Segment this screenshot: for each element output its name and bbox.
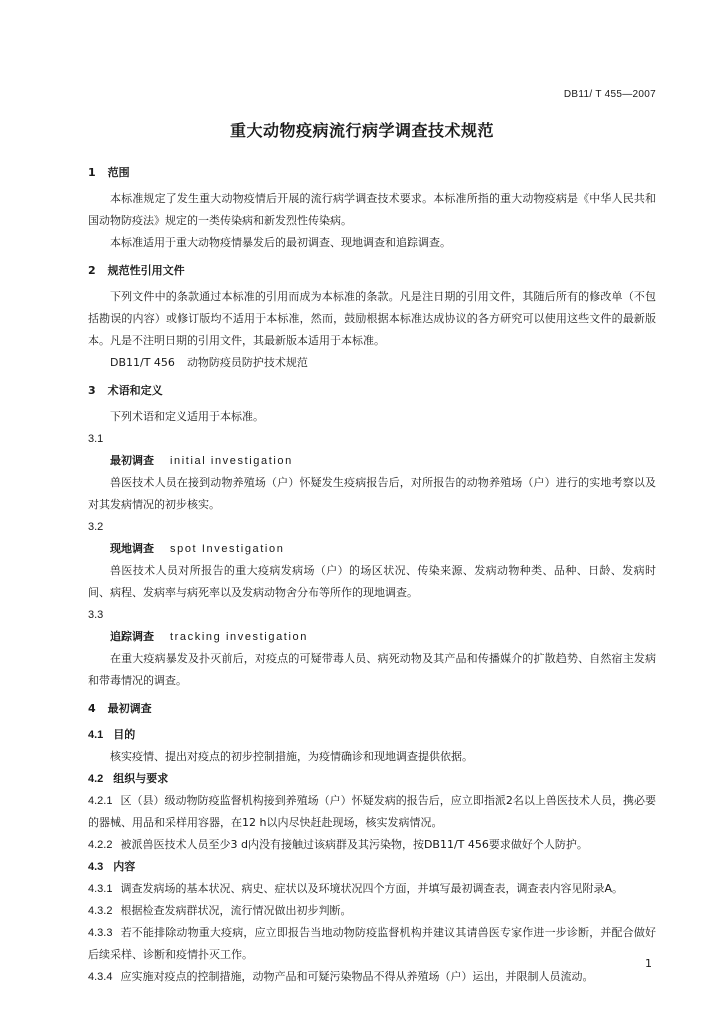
subsection-4-2-heading: [88, 768, 656, 790]
clause-text: 应实施对疫点的控制措施，动物产品和可疑污染物品不得从养殖场（户）运出，并限制人员流动。: [120, 970, 594, 983]
clause-number: 4.3.1: [88, 883, 113, 895]
document-title: 重大动物疫病流行病学调查技术规范: [229, 121, 494, 140]
clause: [88, 878, 656, 900]
term-definition: 兽医技术人员在接到动物养殖场（户）怀疑发生疫病报告后，对所报告的动物养殖场（户）进行的实地考察以及对其发病情况的初步核实。: [88, 476, 656, 511]
term-en: spot Investigation: [170, 543, 285, 555]
section-title: 范围: [107, 166, 130, 179]
term-definition: 兽医技术人员对所报告的重大疫病发病场（户）的场区状况、传染来源、发病动物种类、品种、日龄、发病时间、病程、发病率与病死率以及发病动物舍分布等所作的现地调查。: [88, 564, 656, 599]
section-number: 4: [88, 702, 96, 715]
term-zh: 追踪调查: [110, 630, 154, 643]
clause-number: 4.3.3: [88, 927, 113, 939]
section-number: 3: [88, 384, 96, 397]
reference-code: DB11/T 456: [110, 356, 175, 369]
section-3-heading: [88, 380, 656, 402]
clause: [88, 966, 656, 988]
standard-number: DB11/ T 455—2007: [563, 89, 656, 100]
section-title: 最初调查: [107, 702, 152, 715]
subsection-4-1-heading: [88, 724, 656, 746]
clause-text: 若不能排除动物重大疫病，应立即报告当地动物防疫监督机构并建议其请兽医专家作进一步诊断，并配合做好后续采样、诊断和疫情扑灭工作。: [88, 926, 656, 961]
term-heading: [88, 538, 656, 560]
paragraph: 本标准适用于重大动物疫情暴发后的最初调查、现地调查和追踪调查。: [110, 236, 451, 249]
term-zh: 现地调查: [110, 542, 154, 555]
paragraph: 下列文件中的条款通过本标准的引用而成为本标准的条款。凡是注日期的引用文件，其随后所有的修改单（不包括勘误的内容）或修订版均不适用于本标准，然而，鼓励根据本标准达成协议的各方研究可以使用这些文件的最新版本。凡是不注明日期的引用文件，其最新版本适用于本标准。: [88, 290, 656, 347]
clause-number: 4.3.4: [88, 971, 113, 983]
subsection-title: 目的: [113, 728, 136, 741]
term-en: tracking investigation: [170, 631, 308, 643]
subsection-title: 内容: [113, 860, 136, 873]
clause-number: 4.3.2: [88, 905, 113, 917]
clause-text: 根据检查发病群状况，流行情况做出初步判断。: [120, 904, 352, 917]
subsection-number: 4.1: [88, 729, 104, 741]
term-heading: [88, 450, 656, 472]
paragraph: 下列术语和定义适用于本标准。: [110, 410, 264, 423]
clause: [88, 790, 656, 834]
clause: [88, 900, 656, 922]
clause-number: 4.2.1: [88, 795, 113, 807]
paragraph: 本标准规定了发生重大动物疫情后开展的流行病学调查技术要求。本标准所指的重大动物疫病是《中华人民共和国动物防疫法》规定的一类传染病和新发烈性传染病。: [88, 192, 656, 227]
term-en: initial investigation: [170, 455, 293, 467]
clause-text: 区（县）级动物防疫监督机构接到养殖场（户）怀疑发病的报告后，应立即指派2名以上兽医技术人员，携必要的器械、用品和采样用容器，在12 h以内尽快赶赴现场，核实发病情况。: [88, 794, 656, 829]
clause-number: 4.2.2: [88, 839, 113, 851]
document-body: [88, 158, 656, 988]
term-number: 3.3: [88, 609, 104, 621]
subsection-title: 组织与要求: [113, 772, 169, 785]
paragraph: 核实疫情、提出对疫点的初步控制措施，为疫情确诊和现地调查提供依据。: [110, 750, 473, 763]
clause-text: 调查发病场的基本状况、病史、症状以及环境状况四个方面，并填写最初调查表，调查表内容见附录A。: [120, 882, 623, 895]
clause-text: 被派兽医技术人员至少3 d内没有接触过该病群及其污染物，按DB11/T 456要求做好个人防护。: [120, 838, 588, 851]
normative-reference: [88, 352, 656, 374]
section-4-heading: [88, 698, 656, 720]
clause: [88, 922, 656, 966]
subsection-number: 4.3: [88, 861, 104, 873]
term-definition: 在重大疫病暴发及扑灭前后，对疫点的可疑带毒人员、病死动物及其产品和传播媒介的扩散趋势、自然宿主发病和带毒情况的调查。: [88, 652, 656, 687]
subsection-number: 4.2: [88, 773, 104, 785]
section-title: 规范性引用文件: [107, 264, 185, 277]
page-number: 1: [645, 957, 652, 970]
term-number: 3.2: [88, 521, 104, 533]
section-number: 2: [88, 264, 96, 277]
section-1-heading: [88, 162, 656, 184]
term-number: 3.1: [88, 433, 104, 445]
term-zh: 最初调查: [110, 454, 154, 467]
subsection-4-3-heading: [88, 856, 656, 878]
section-number: 1: [88, 166, 96, 179]
reference-title: 动物防疫员防护技术规范: [186, 356, 308, 369]
section-title: 术语和定义: [107, 384, 163, 397]
term-heading: [88, 626, 656, 648]
section-2-heading: [88, 260, 656, 282]
clause: [88, 834, 656, 856]
